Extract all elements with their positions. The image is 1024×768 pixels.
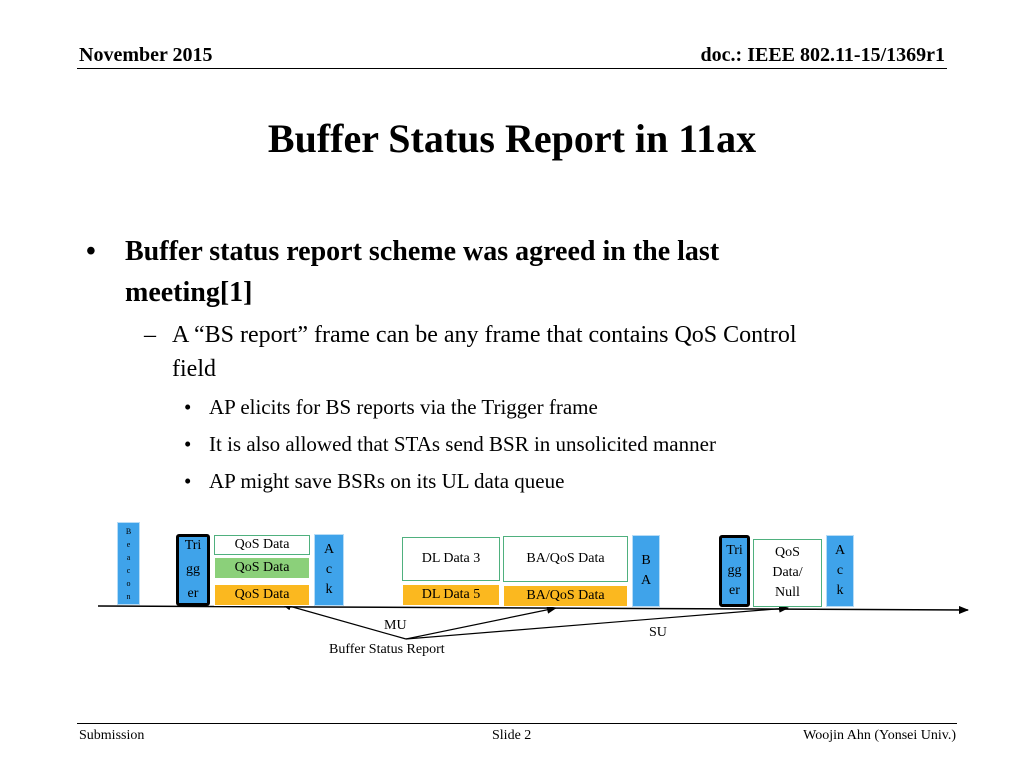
bullet-l1-mark: • <box>86 236 96 267</box>
dl-data-5-box <box>402 584 500 606</box>
bullet-l3-mark: • <box>184 469 192 493</box>
bsr-arrow-to-qos-null <box>406 608 788 639</box>
bullet-l3-item: AP might save BSRs on its UL data queue <box>209 469 565 493</box>
dl-data-3-box <box>402 537 500 581</box>
bullet-l2-mark: – <box>144 322 156 348</box>
ba-qos-data-label: BA/QoS Data <box>526 588 605 603</box>
ack-frame-1 <box>314 534 344 606</box>
trigger-frame-2 <box>719 535 750 607</box>
header-doc-id: doc.: IEEE 802.11-15/1369r1 <box>700 44 945 66</box>
footer-author: Woojin Ahn (Yonsei Univ.) <box>803 728 956 743</box>
bullet-l2-line2: field <box>172 356 216 382</box>
ba-qos-data-box-2 <box>503 585 628 607</box>
beacon-frame <box>117 522 140 605</box>
qos-data-label: QoS Data <box>234 537 290 552</box>
bullet-l1-line1: Buffer status report scheme was agreed in the last <box>125 236 720 267</box>
footer-slide-number: Slide 2 <box>492 728 532 743</box>
qos-data-box-1 <box>214 535 310 555</box>
qos-data-box-2 <box>214 557 310 579</box>
bullet-l2-line1: A “BS report” frame can be any frame that contains QoS Control <box>172 322 797 348</box>
dl-data-3-label: DL Data 3 <box>421 551 481 566</box>
qos-data-box-3 <box>214 584 310 606</box>
ack-frame-2 <box>826 535 854 607</box>
ba-qos-data-box-1 <box>503 536 628 582</box>
bullet-l1-line2: meeting[1] <box>125 277 253 308</box>
beacon-label: B e a c o n <box>125 526 132 601</box>
bullet-l3-mark: • <box>184 395 192 419</box>
bullet-l3-item: AP elicits for BS reports via the Trigger frame <box>209 395 598 419</box>
buffer-status-report-label: Buffer Status Report <box>329 642 445 657</box>
ba-qos-data-label: BA/QoS Data <box>526 551 605 566</box>
slide-title: Buffer Status Report in 11ax <box>267 116 757 161</box>
qos-data-null-label: QoS Data/ Null <box>772 545 803 600</box>
trigger-2-label: Tri gg er <box>726 543 743 598</box>
bsr-arrow-to-ba-qos <box>406 608 556 639</box>
qos-data-null-box <box>753 539 822 607</box>
dl-data-5-label: DL Data 5 <box>421 587 481 602</box>
mu-label: MU <box>384 618 407 633</box>
qos-data-label: QoS Data <box>234 560 290 575</box>
bullet-l3-item: It is also allowed that STAs send BSR in unsolicited manner <box>209 432 716 456</box>
ba-label: B A <box>640 553 652 588</box>
su-label: SU <box>649 625 667 640</box>
qos-data-label: QoS Data <box>234 587 290 602</box>
ack-1-label: A c k <box>323 542 335 597</box>
footer-submission: Submission <box>79 728 145 743</box>
bullet-l3-mark: • <box>184 432 192 456</box>
ack-2-label: A c k <box>834 543 846 598</box>
header-date: November 2015 <box>79 44 213 66</box>
footer-rule <box>77 723 957 724</box>
ba-frame <box>632 535 660 607</box>
trigger-1-label: Tri gg er <box>184 538 202 601</box>
trigger-frame-1 <box>176 534 210 606</box>
